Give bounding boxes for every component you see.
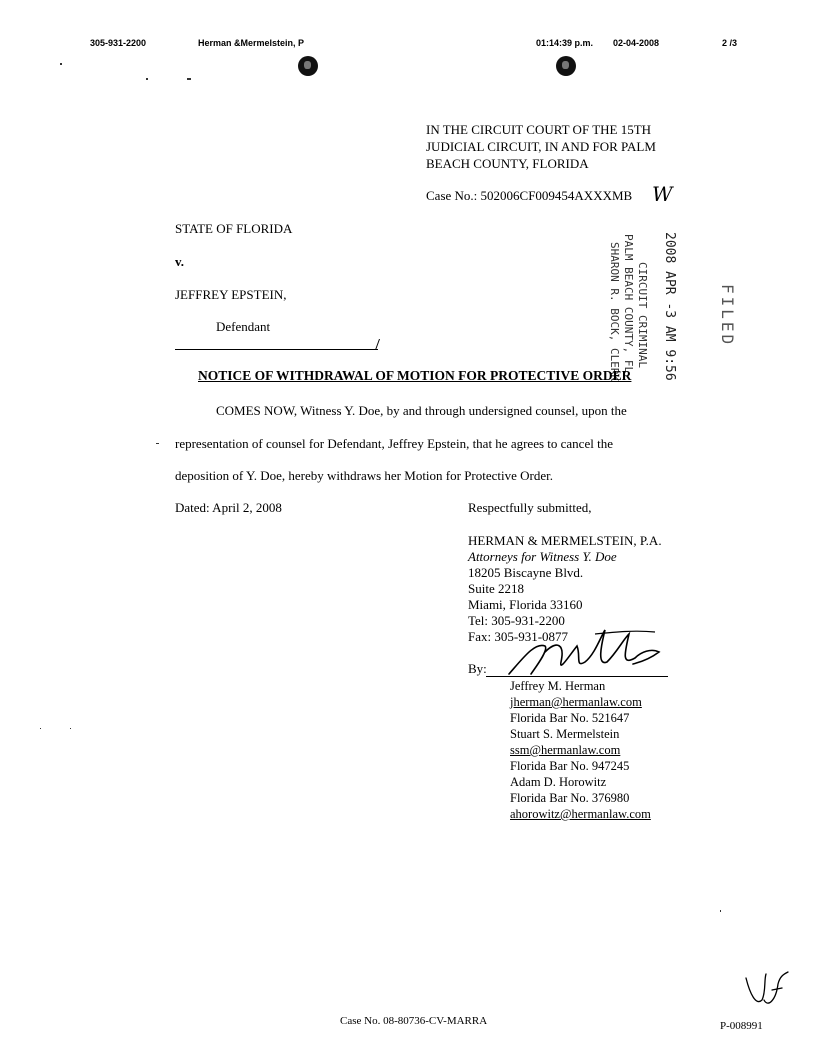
- by-label: By:: [468, 661, 487, 676]
- attorney-1-bar: Florida Bar No. 521647: [510, 711, 630, 725]
- plaintiff-name: STATE OF FLORIDA: [175, 221, 293, 236]
- telephone: Tel: 305-931-2200: [468, 613, 565, 628]
- defendant-name: JEFFREY EPSTEIN,: [175, 287, 287, 302]
- fax-header-sender: Herman &Mermelstein, P: [198, 38, 305, 48]
- fax-header-page: 2 /3: [722, 38, 738, 48]
- dated-line: Dated: April 2, 2008: [175, 500, 282, 515]
- stamp-filed: FILED: [718, 284, 737, 348]
- document-title: NOTICE OF WITHDRAWAL OF MOTION FOR PROTECTIVE ORDER: [198, 368, 632, 383]
- stamp-clerk: SHARON R. BOCK, CLERK: [608, 242, 621, 382]
- fax-number: Fax: 305-931-0877: [468, 629, 569, 644]
- bates-number: P-008991: [720, 1020, 763, 1032]
- fax-header-date: 02-04-2008: [613, 38, 660, 48]
- attorney-3-bar: Florida Bar No. 376980: [510, 791, 630, 805]
- scan-speck: [146, 78, 148, 80]
- attorney-3-name: Adam D. Horowitz: [510, 775, 607, 789]
- case-number: Case No.: 502006CF009454AXXXMB: [426, 188, 633, 203]
- caption-rule: [175, 349, 378, 350]
- attorney-1-name: Jeffrey M. Herman: [510, 679, 606, 693]
- address-city: Miami, Florida 33160: [468, 597, 583, 612]
- versus-mark: v.: [175, 254, 185, 269]
- attorney-2-name: Stuart S. Mermelstein: [510, 727, 620, 741]
- firm-role: Attorneys for Witness Y. Doe: [468, 549, 617, 564]
- scan-speck: [70, 728, 71, 729]
- handwritten-initials: [742, 970, 792, 1012]
- body-line-2: representation of counsel for Defendant, Jeffrey Epstein, that he agrees to cancel the: [175, 436, 613, 451]
- address-street: 18205 Biscayne Blvd.: [468, 565, 584, 580]
- fax-header-time: 01:14:39 p.m.: [536, 38, 594, 48]
- scan-speck: [40, 728, 41, 729]
- defendant-label: Defendant: [216, 319, 271, 334]
- caption-line-1: IN THE CIRCUIT COURT OF THE 15TH: [426, 122, 652, 137]
- scan-speck: [720, 910, 721, 912]
- attorney-2-email[interactable]: ssm@hermanlaw.com: [510, 743, 621, 757]
- attorney-2-bar: Florida Bar No. 947245: [510, 759, 630, 773]
- scan-speck: [156, 443, 159, 444]
- address-suite: Suite 2218: [468, 581, 524, 596]
- caption-line-3: BEACH COUNTY, FLORIDA: [426, 156, 589, 171]
- scan-speck: [60, 63, 62, 65]
- firm-name: HERMAN & MERMELSTEIN, P.A.: [468, 533, 662, 548]
- footer-case-number: Case No. 08-80736-CV-MARRA: [340, 1015, 488, 1027]
- fax-header-phone: 305-931-2200: [90, 38, 147, 48]
- body-line-1: COMES NOW, Witness Y. Doe, by and through undersigned counsel, upon the: [216, 403, 627, 418]
- signature-scribble: [505, 622, 665, 680]
- closing: Respectfully submitted,: [468, 500, 592, 515]
- fax-seal-icon: [298, 56, 318, 76]
- caption-line-2: JUDICIAL CIRCUIT, IN AND FOR PALM: [426, 139, 656, 154]
- attorney-1-email[interactable]: jherman@hermanlaw.com: [510, 695, 642, 709]
- stamp-division: CIRCUIT CRIMINAL: [636, 262, 649, 368]
- stamp-county: PALM BEACH COUNTY, FL: [622, 234, 635, 374]
- filed-stamp: [600, 232, 760, 412]
- attorney-3-email[interactable]: ahorowitz@hermanlaw.com: [510, 807, 651, 821]
- fax-seal-icon: [556, 56, 576, 76]
- handwritten-initial: W: [652, 182, 673, 206]
- scan-speck: [187, 78, 191, 80]
- stamp-date: 2008 APR -3 AM 9:56: [662, 232, 677, 381]
- body-line-3: deposition of Y. Doe, hereby withdraws her Motion for Protective Order.: [175, 468, 554, 483]
